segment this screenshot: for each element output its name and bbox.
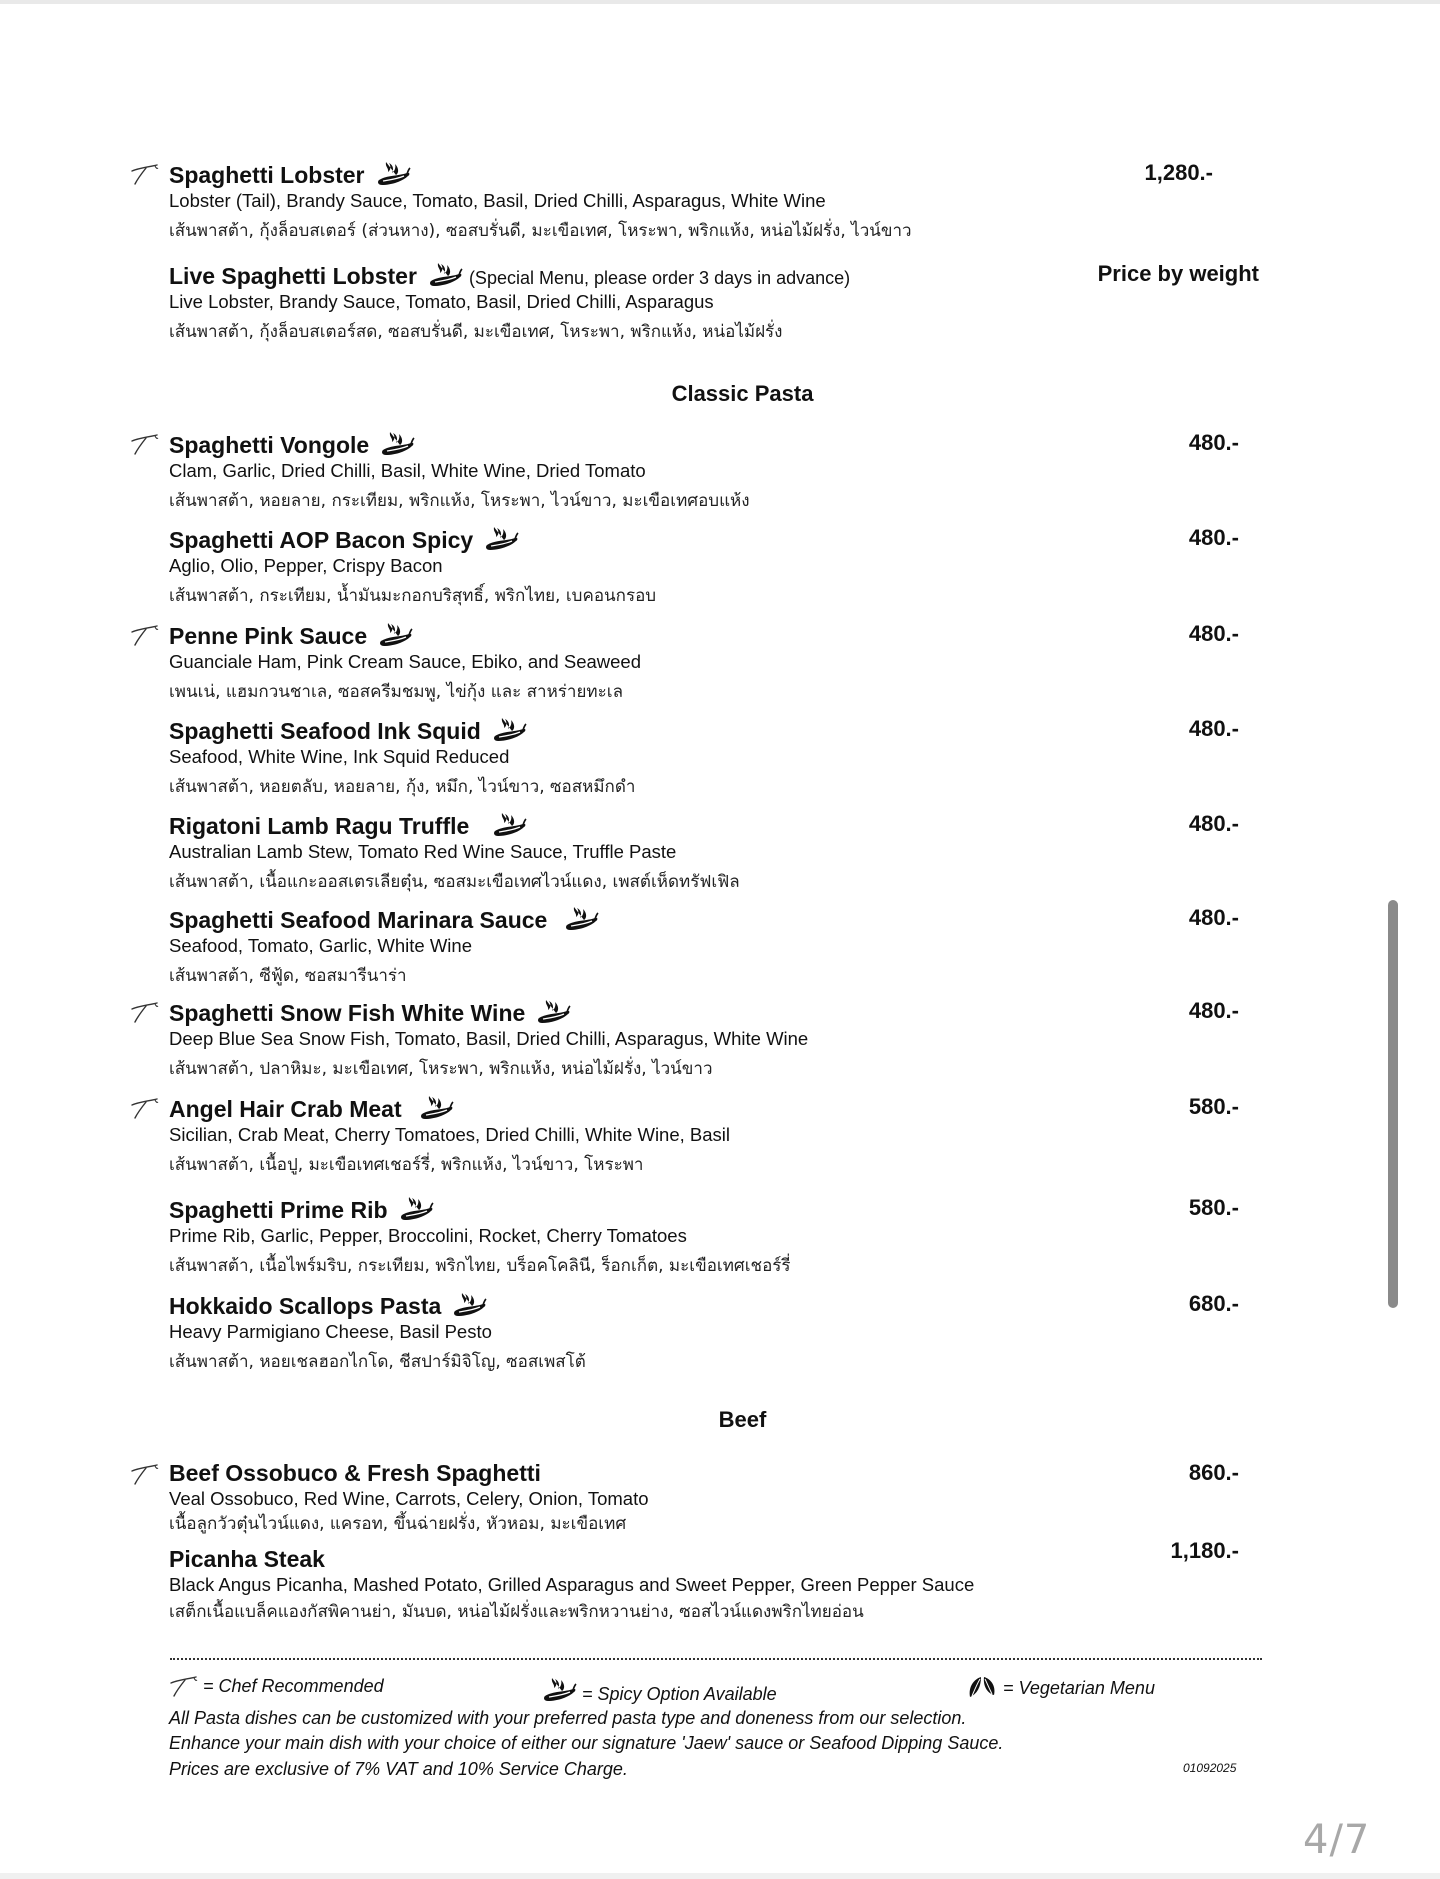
section-title-classic-pasta: Classic Pasta: [671, 381, 814, 406]
item-price: 1,180.-: [1170, 1538, 1239, 1563]
legend-chef-recommended: [168, 1675, 384, 1697]
item-name: Penne Pink Sauce: [169, 623, 368, 649]
item-name: Angel Hair Crab Meat: [169, 1096, 402, 1122]
item-description-thai: เส้นพาสต้า, กระเทียม, น้ำมันมะกอกบริสุทธิ์, พริกไทย, เบคอนกรอบ: [169, 586, 657, 606]
item-name: Hokkaido Scallops Pasta: [169, 1293, 442, 1319]
chef-recommended-icon: [129, 1463, 159, 1485]
item-price: 480.-: [1188, 998, 1239, 1023]
item-price: 480.-: [1188, 525, 1239, 550]
chili-flame-icon: [379, 620, 413, 650]
item-price: 580.-: [1188, 1094, 1239, 1119]
item-description-thai: เสต็กเนื้อแบล็คแองกัสพิคานย่า, มันบด, หน่อไม้ฝรั่งและพริกหวานย่าง, ซอสไวน์แดงพริกไทยอ่อน: [169, 1602, 864, 1622]
item-description-thai: เส้นพาสต้า, ซีฟู้ด, ซอสมารีนาร่า: [169, 966, 407, 986]
item-description: Seafood, Tomato, Garlic, White Wine: [169, 935, 472, 956]
item-description-thai: เส้นพาสต้า, หอยเชลฮอกไกโด, ชีสปาร์มิจิโญ, ซอสเพสโต้: [169, 1352, 586, 1372]
item-name: Beef Ossobuco & Fresh Spaghetti: [169, 1460, 541, 1486]
legend-chef-label: = Chef Recommended: [203, 1676, 384, 1696]
item-name: Spaghetti AOP Bacon Spicy: [169, 527, 474, 553]
legend-spicy-label: = Spicy Option Available: [582, 1684, 777, 1704]
chili-flame-icon: [493, 810, 527, 840]
item-price: 480.-: [1188, 621, 1239, 646]
item-description: Veal Ossobuco, Red Wine, Carrots, Celery, Onion, Tomato: [169, 1488, 649, 1509]
item-description: Guanciale Ham, Pink Cream Sauce, Ebiko, and Seaweed: [169, 651, 642, 672]
document-code: 01092025: [1183, 1761, 1237, 1775]
item-description-thai: เส้นพาสต้า, เนื้อแกะออสเตรเลียตุ๋น, ซอสมะเขือเทศไวน์แดง, เพสต์เห็ดทรัฟเฟิล: [169, 872, 740, 892]
item-price: 480.-: [1188, 811, 1239, 836]
item-description: Seafood, White Wine, Ink Squid Reduced: [169, 746, 510, 767]
item-name: Spaghetti Seafood Ink Squid: [169, 718, 481, 744]
item-name: Spaghetti Prime Rib: [169, 1197, 388, 1223]
item-description: Live Lobster, Brandy Sauce, Tomato, Basil, Dried Chilli, Asparagus: [169, 291, 714, 312]
chili-flame-icon: [565, 904, 599, 934]
chili-flame-icon: [453, 1290, 487, 1320]
item-note: (Special Menu, please order 3 days in advance): [468, 268, 851, 288]
item-name: Spaghetti Snow Fish White Wine: [169, 1000, 526, 1026]
chili-flame-icon: [400, 1194, 434, 1224]
chili-flame-icon: [493, 715, 527, 745]
chili-flame-icon: [543, 1675, 577, 1705]
chef-recommended-icon: [129, 1097, 159, 1119]
section-title-beef: Beef: [718, 1407, 767, 1432]
item-price: 480.-: [1188, 905, 1239, 930]
chili-flame-icon: [537, 997, 571, 1027]
item-description-thai: เส้นพาสต้า, กุ้งล็อบสเตอร์สด, ซอสบรั่นดี, มะเขือเทศ, โหระพา, พริกแห้ง, หน่อไม้ฝรั่ง: [169, 322, 783, 342]
item-price: Price by weight: [1097, 261, 1259, 286]
item-description: Deep Blue Sea Snow Fish, Tomato, Basil, Dried Chilli, Asparagus, White Wine: [169, 1028, 809, 1049]
item-description-thai: เส้นพาสต้า, หอยตลับ, หอยลาย, กุ้ง, หมึก, ไวน์ขาว, ซอสหมึกดำ: [169, 777, 636, 797]
chili-flame-icon: [381, 429, 415, 459]
chef-recommended-icon: [129, 624, 159, 646]
item-name: Spaghetti Seafood Marinara Sauce: [169, 907, 548, 933]
item-description-thai: เนื้อลูกวัวตุ๋นไวน์แดง, แครอท, ขึ้นฉ่ายฝรั่ง, หัวหอม, มะเขือเทศ: [169, 1514, 627, 1534]
item-name: Spaghetti Lobster: [169, 162, 365, 188]
chef-recommended-icon: [168, 1675, 198, 1697]
item-description-thai: เส้นพาสต้า, ปลาหิมะ, มะเขือเทศ, โหระพา, พริกแห้ง, หน่อไม้ฝรั่ง, ไวน์ขาว: [169, 1059, 713, 1079]
item-name: Spaghetti Vongole: [169, 432, 370, 458]
chef-recommended-icon: [129, 163, 159, 185]
item-description: Aglio, Olio, Pepper, Crispy Bacon: [169, 555, 443, 576]
item-description-thai: เส้นพาสต้า, กุ้งล็อบสเตอร์ (ส่วนหาง), ซอสบรั่นดี, มะเขือเทศ, โหระพา, พริกแห้ง, หน่อไม้ฝรั่ง, ไวน์ขาว: [169, 221, 912, 241]
item-description-thai: เพนเน่, แฮมกวนชาเล, ซอสครีมชมพู, ไข่กุ้ง และ สาหร่ายทะเล: [169, 682, 623, 702]
footer-divider: [170, 1658, 1262, 1660]
footnote-vat: Prices are exclusive of 7% VAT and 10% Service Charge.: [169, 1759, 628, 1779]
chili-flame-icon: [377, 159, 411, 189]
item-price: 860.-: [1188, 1460, 1239, 1485]
item-name: Picanha Steak: [169, 1546, 325, 1572]
item-price: 480.-: [1188, 430, 1239, 455]
item-price: 1,280.-: [1144, 160, 1213, 185]
chef-recommended-icon: [129, 1001, 159, 1023]
leaf-icon: [966, 1675, 998, 1699]
item-price: 680.-: [1188, 1291, 1239, 1316]
legend-veg-label: = Vegetarian Menu: [1003, 1678, 1155, 1698]
item-description: Heavy Parmigiano Cheese, Basil Pesto: [169, 1321, 492, 1342]
chili-flame-icon: [429, 260, 463, 290]
page-indicator: 4/7: [1303, 1817, 1371, 1863]
item-description-thai: เส้นพาสต้า, เนื้อไพร์มริบ, กระเทียม, พริกไทย, บร็อคโคลินี, ร็อกเก็ต, มะเขือเทศเชอร์รี่: [169, 1256, 791, 1276]
vertical-scrollbar[interactable]: [1388, 900, 1398, 1308]
chef-recommended-icon: [129, 433, 159, 455]
legend-vegetarian: [966, 1675, 1155, 1699]
chili-flame-icon: [485, 524, 519, 554]
item-description: Sicilian, Crab Meat, Cherry Tomatoes, Dried Chilli, White Wine, Basil: [169, 1124, 731, 1145]
item-description-thai: เส้นพาสต้า, เนื้อปู, มะเขือเทศเชอร์รี่, พริกแห้ง, ไวน์ขาว, โหระพา: [169, 1155, 644, 1175]
legend-spicy: [543, 1675, 777, 1705]
item-name: Live Spaghetti Lobster: [169, 263, 417, 289]
item-description: Lobster (Tail), Brandy Sauce, Tomato, Basil, Dried Chilli, Asparagus, White Wine: [169, 190, 826, 211]
item-description-thai: เส้นพาสต้า, หอยลาย, กระเทียม, พริกแห้ง, โหระพา, ไวน์ขาว, มะเขือเทศอบแห้ง: [169, 491, 750, 511]
item-name: Rigatoni Lamb Ragu Truffle: [169, 813, 470, 839]
item-price: 580.-: [1188, 1195, 1239, 1220]
item-description: Black Angus Picanha, Mashed Potato, Grilled Asparagus and Sweet Pepper, Green Pepper Sauce: [169, 1574, 975, 1595]
footnote-sauce: Enhance your main dish with your choice of either our signature 'Jaew' sauce or Seafood Dipping Sauce.: [169, 1733, 1004, 1753]
item-description: Prime Rib, Garlic, Pepper, Broccolini, Rocket, Cherry Tomatoes: [169, 1225, 687, 1246]
bottom-border: [0, 1873, 1440, 1879]
chili-flame-icon: [420, 1093, 454, 1123]
item-price: 480.-: [1188, 716, 1239, 741]
item-description: Australian Lamb Stew, Tomato Red Wine Sauce, Truffle Paste: [169, 841, 677, 862]
item-description: Clam, Garlic, Dried Chilli, Basil, White Wine, Dried Tomato: [169, 460, 646, 481]
footnote-customize: All Pasta dishes can be customized with your preferred pasta type and doneness from our selection.: [169, 1708, 967, 1728]
